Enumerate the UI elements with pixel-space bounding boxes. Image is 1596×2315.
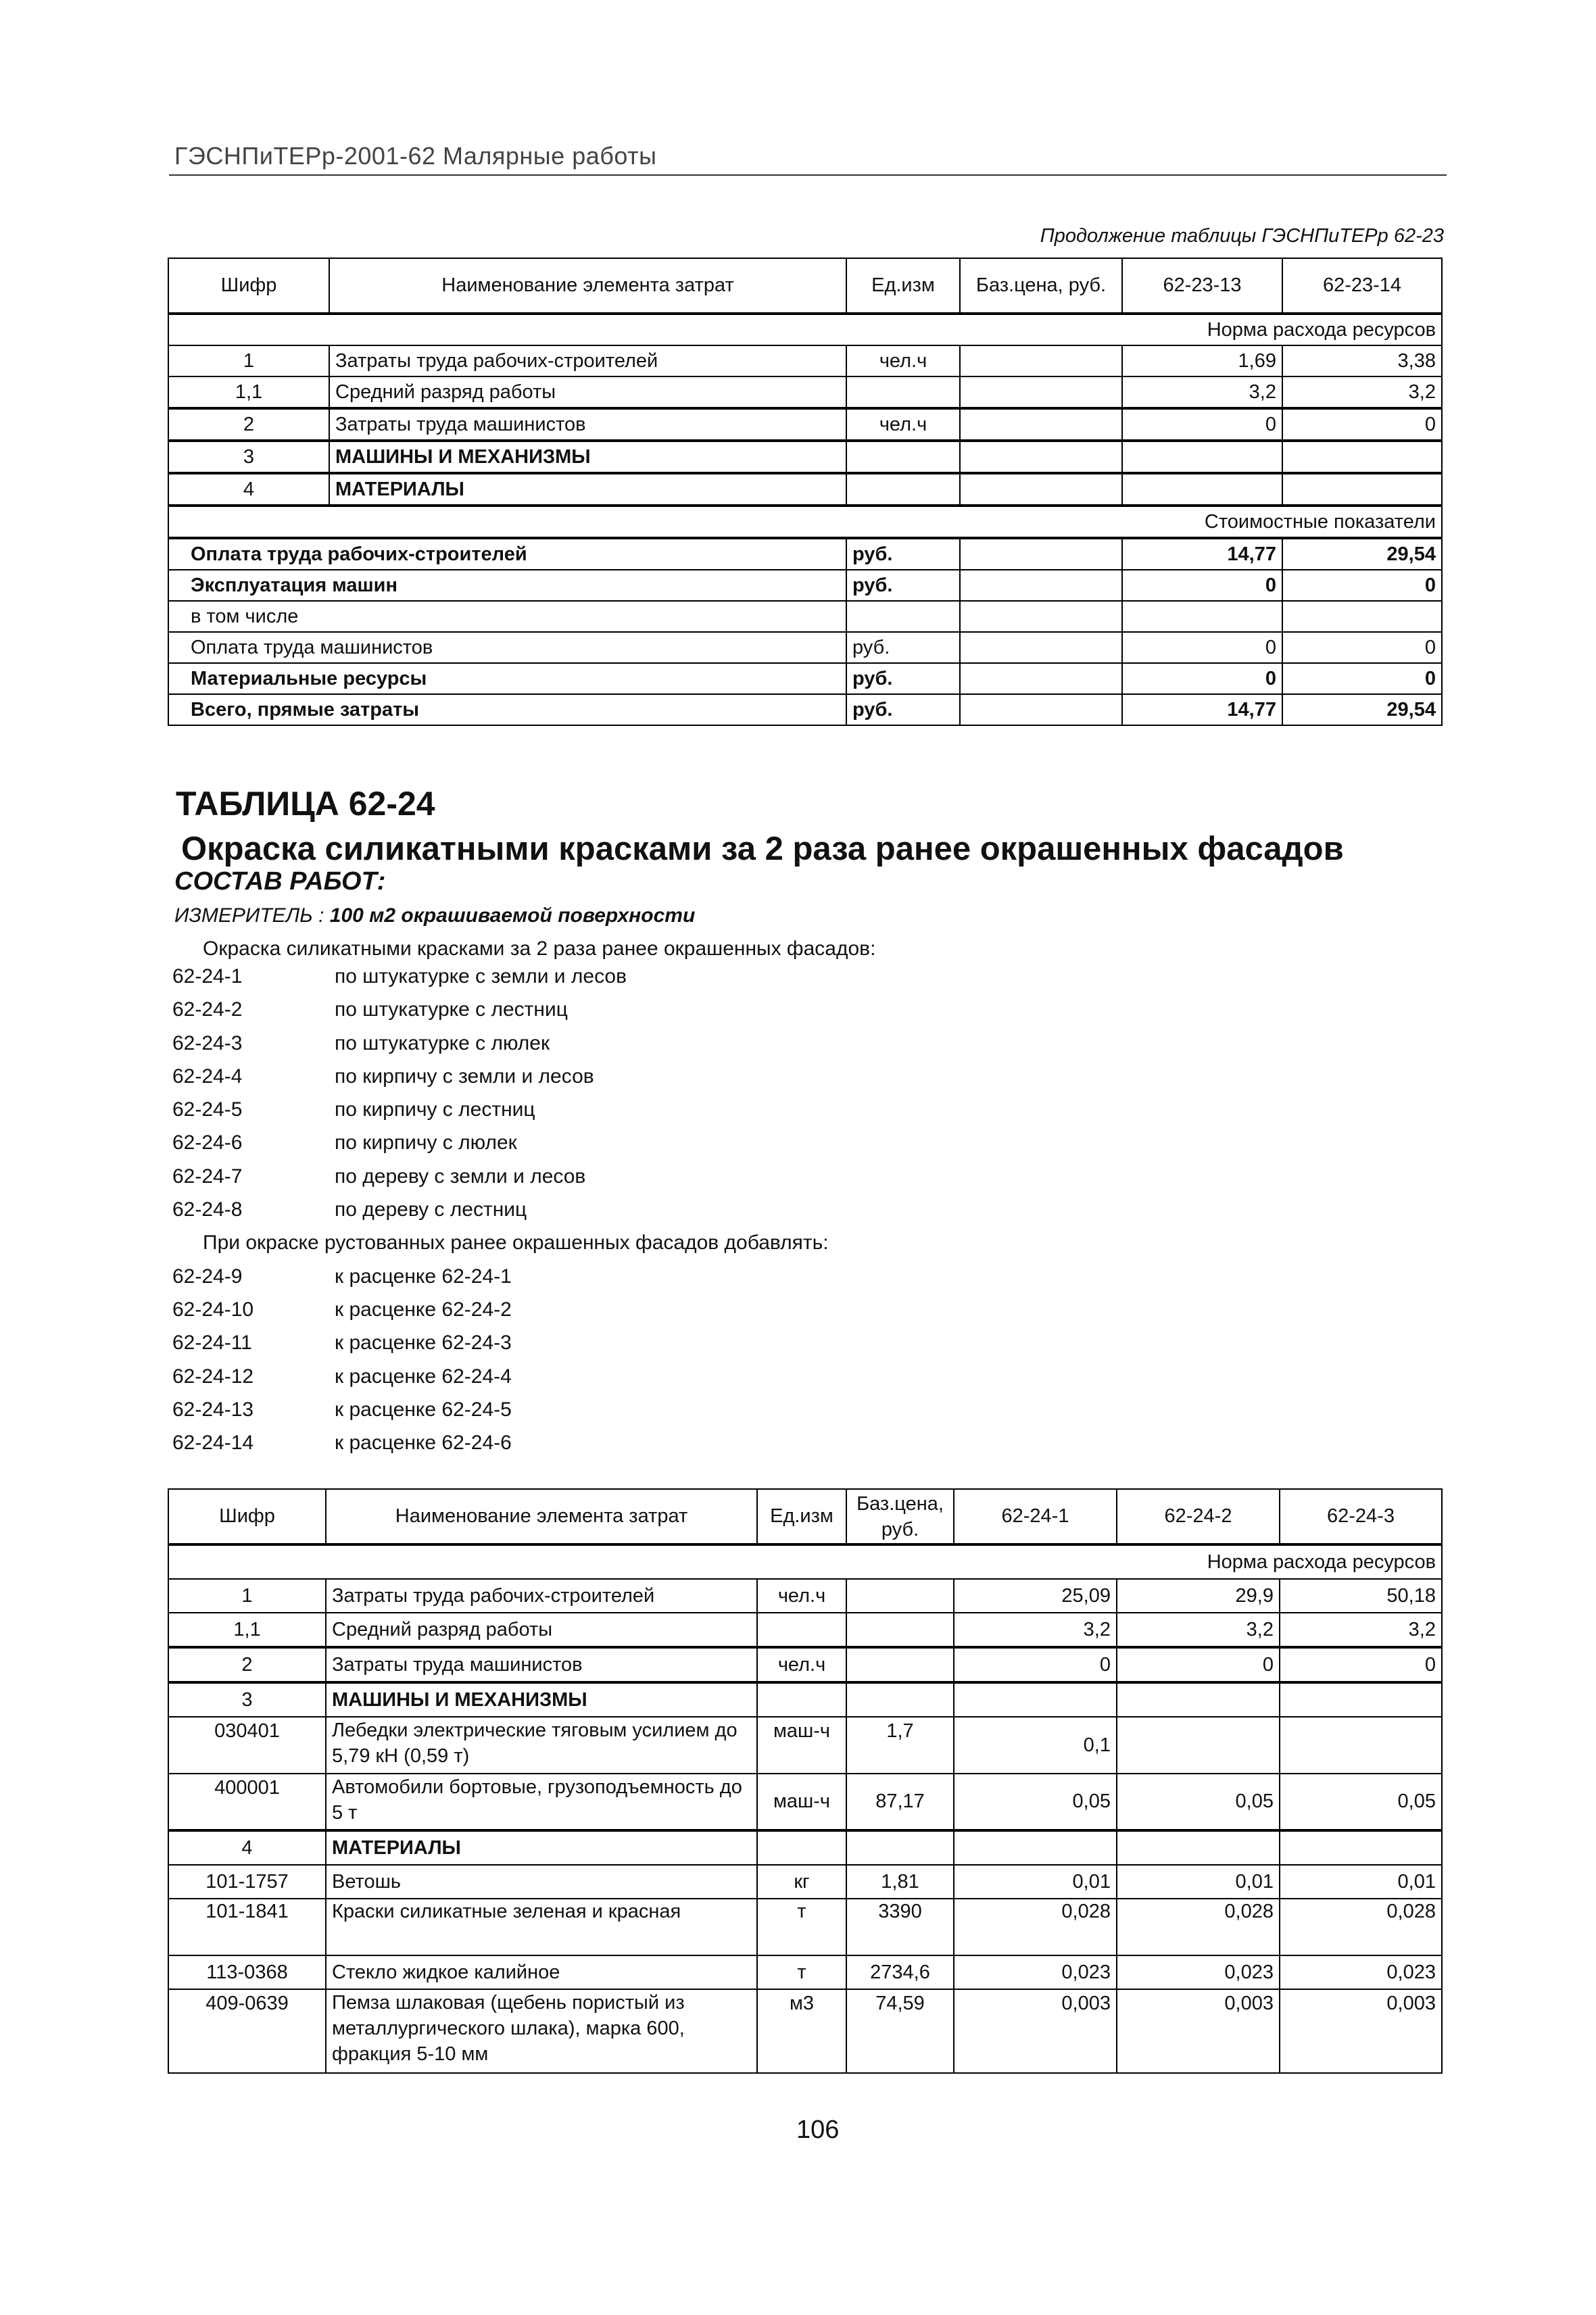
cell-price [960, 408, 1122, 441]
cell-name: Стекло жидкое калийное [326, 1955, 757, 1989]
col-header: Ед.изм [757, 1489, 846, 1544]
table-row [168, 1717, 1442, 1774]
item-code: 62-24-12 [172, 1365, 254, 1388]
cell-value [1280, 1830, 1442, 1865]
cell-value: 0 [1282, 632, 1442, 663]
cell-code: 101-1757 [168, 1865, 326, 1899]
cell-name: Затраты труда рабочих-строителей [329, 345, 846, 376]
cell-value: 29,54 [1282, 694, 1442, 725]
cell-price [846, 1613, 954, 1647]
norm-label-row [168, 1544, 1442, 1579]
cell-code: 3 [168, 441, 329, 473]
item-text: к расценке 62-24-4 [335, 1365, 512, 1388]
col-header: Шифр [168, 1489, 326, 1544]
table-row [168, 1774, 1442, 1830]
cell-value [1117, 1717, 1280, 1774]
item-code: 62-24-5 [172, 1098, 243, 1121]
cell-price: 2734,6 [846, 1955, 954, 1989]
cell-code: 2 [168, 1647, 326, 1682]
cell-value: 0,05 [1117, 1774, 1280, 1830]
col-header: 62-24-2 [1117, 1489, 1280, 1544]
list-item [172, 998, 829, 1031]
cell-unit: маш-ч [757, 1717, 846, 1774]
table-row [168, 1579, 1442, 1613]
list-item [172, 1098, 829, 1131]
cost-label: Стоимостные показатели [168, 506, 1442, 538]
cell-unit [757, 1682, 846, 1717]
table-header-row [168, 1489, 1442, 1544]
cell-name: Оплата труда машинистов [168, 632, 846, 663]
cell-value: 0 [1117, 1647, 1280, 1682]
table-row [168, 408, 1442, 441]
cell-name: Средний разряд работы [329, 376, 846, 408]
cell-value: 0 [1122, 632, 1282, 663]
item-text: по штукатурке с люлек [335, 1031, 550, 1054]
running-title: ГЭСНПиТЕРр-2001-62 Малярные работы [174, 142, 657, 170]
cell-code: 1 [168, 345, 329, 376]
table-row [168, 1955, 1442, 1989]
cell-code: 2 [168, 408, 329, 441]
cell-value: 0 [1282, 663, 1442, 694]
table-row [168, 441, 1442, 473]
cell-code: 030401 [168, 1717, 326, 1774]
col-header: 62-23-14 [1282, 258, 1442, 314]
cell-value: 25,09 [954, 1579, 1117, 1613]
cell-name: МАШИНЫ И МЕХАНИЗМЫ [326, 1682, 757, 1717]
cell-value [1122, 441, 1282, 473]
item-text: к расценке 62-24-5 [335, 1398, 512, 1421]
cell-value: 0 [1282, 408, 1442, 441]
cell-value: 0 [1122, 570, 1282, 601]
cell-value [1122, 473, 1282, 506]
cell-price [960, 441, 1122, 473]
cell-value: 0,01 [1117, 1865, 1280, 1899]
cell-name: Материальные ресурсы [168, 663, 846, 694]
table-row [168, 473, 1442, 506]
cell-name: Всего, прямые затраты [168, 694, 846, 725]
cell-unit: руб. [846, 663, 960, 694]
cell-price [960, 376, 1122, 408]
work-composition-heading: СОСТАВ РАБОТ: [174, 867, 386, 896]
col-header: 62-24-3 [1280, 1489, 1442, 1544]
cell-price [846, 1647, 954, 1682]
cell-value: 0,028 [1280, 1899, 1442, 1955]
list-item [172, 1265, 829, 1298]
cell-value: 0,003 [1117, 1989, 1280, 2073]
cell-name: Пемза шлаковая (щебень пористый из металлургического шлака), марка 600, фракция 5-10 мм [326, 1989, 757, 2073]
cell-name: Оплата труда рабочих-строителей [168, 538, 846, 570]
cell-unit: чел.ч [757, 1579, 846, 1613]
addendum-note: При окраске рустованных ранее окрашенных фасадов добавлять: [203, 1232, 829, 1254]
table-row [168, 1613, 1442, 1647]
item-code: 62-24-10 [172, 1298, 254, 1321]
col-header: 62-24-1 [954, 1489, 1117, 1544]
col-header: Баз.цена, руб. [960, 258, 1122, 314]
cell-value: 0,01 [954, 1865, 1117, 1899]
cell-value: 0,023 [954, 1955, 1117, 1989]
cell-unit: т [757, 1955, 846, 1989]
item-text: к расценке 62-24-2 [335, 1298, 512, 1321]
item-text: к расценке 62-24-1 [335, 1265, 512, 1288]
cell-unit: чел.ч [757, 1647, 846, 1682]
item-code: 62-24-4 [172, 1065, 243, 1088]
cell-name: Краски силикатные зеленая и красная [326, 1899, 757, 1955]
cell-price [846, 1579, 954, 1613]
table-row [168, 376, 1442, 408]
cell-value: 0,003 [1280, 1989, 1442, 2073]
cell-name: МАШИНЫ И МЕХАНИЗМЫ [329, 441, 846, 473]
cell-name: Автомобили бортовые, грузоподъемность до 5 т [326, 1774, 757, 1830]
cell-value: 0,01 [1280, 1865, 1442, 1899]
col-header: Наименование элемента затрат [329, 258, 846, 314]
list-item [172, 1131, 829, 1165]
work-description: Окраска силикатными красками за 2 раза ранее окрашенных фасадов: [203, 937, 876, 960]
cell-code: 1,1 [168, 1613, 326, 1647]
cell-code: 1 [168, 1579, 326, 1613]
cell-unit: м3 [757, 1989, 846, 2073]
table-row [168, 1865, 1442, 1899]
list-item [172, 1398, 829, 1432]
cell-unit: чел.ч [846, 345, 960, 376]
cell-unit [846, 441, 960, 473]
cell-value: 29,54 [1282, 538, 1442, 570]
cell-value [1280, 1682, 1442, 1717]
item-code: 62-24-14 [172, 1432, 254, 1455]
table-header-row [168, 258, 1442, 314]
list-item [172, 1065, 829, 1098]
cell-value: 3,2 [1117, 1613, 1280, 1647]
list-item [172, 1032, 829, 1065]
table-62-23-continued [168, 258, 1443, 726]
item-text: по кирпичу с лестниц [335, 1098, 535, 1121]
cell-value: 3,2 [1122, 376, 1282, 408]
cell-price: 74,59 [846, 1989, 954, 2073]
cell-name: в том числе [168, 601, 846, 632]
cell-name: Затраты труда машинистов [326, 1647, 757, 1682]
measurement-unit [174, 904, 695, 927]
cell-value: 3,2 [954, 1613, 1117, 1647]
col-header: 62-23-13 [1122, 258, 1282, 314]
cell-unit: руб. [846, 538, 960, 570]
item-text: по дереву с лестниц [335, 1198, 527, 1221]
cell-price [846, 1830, 954, 1865]
list-item [172, 1432, 829, 1465]
cell-value: 0,028 [1117, 1899, 1280, 1955]
cell-value: 14,77 [1122, 694, 1282, 725]
cell-value: 1,69 [1122, 345, 1282, 376]
cost-row [168, 632, 1442, 663]
col-header: Ед.изм [846, 258, 960, 314]
cell-value [954, 1682, 1117, 1717]
table-subtitle: Окраска силикатными красками за 2 раза ранее окрашенных фасадов [181, 831, 1344, 867]
table-62-24 [168, 1488, 1443, 2074]
cost-row [168, 538, 1442, 570]
cell-value: 0,05 [1280, 1774, 1442, 1830]
list-item [172, 1332, 829, 1365]
cell-value: 0,028 [954, 1899, 1117, 1955]
list-item [172, 1198, 829, 1232]
list-item [172, 1165, 829, 1198]
cell-unit: т [757, 1899, 846, 1955]
col-header: Наименование элемента затрат [326, 1489, 757, 1544]
cell-name: Затраты труда машинистов [329, 408, 846, 441]
cell-name: МАТЕРИАЛЫ [326, 1830, 757, 1865]
cell-value: 0,003 [954, 1989, 1117, 2073]
cost-row [168, 570, 1442, 601]
norm-label: Норма расхода ресурсов [168, 1544, 1442, 1579]
cell-unit: руб. [846, 632, 960, 663]
cell-value: 0 [1122, 663, 1282, 694]
cost-row [168, 601, 1442, 632]
table-row [168, 1682, 1442, 1717]
cell-name: МАТЕРИАЛЫ [329, 473, 846, 506]
cell-value [1282, 473, 1442, 506]
cell-name: Затраты труда рабочих-строителей [326, 1579, 757, 1613]
cell-value: 0 [1122, 408, 1282, 441]
cell-value: 0,023 [1117, 1955, 1280, 1989]
col-header: Баз.цена, руб. [846, 1489, 954, 1544]
norm-label: Норма расхода ресурсов [168, 314, 1442, 345]
cell-code: 400001 [168, 1774, 326, 1830]
cell-price: 1,81 [846, 1865, 954, 1899]
cell-code: 1,1 [168, 376, 329, 408]
cell-name: Эксплуатация машин [168, 570, 846, 601]
cell-value [1282, 601, 1442, 632]
cell-price [960, 345, 1122, 376]
cell-price: 3390 [846, 1899, 954, 1955]
item-code: 62-24-13 [172, 1398, 254, 1421]
cell-price: 1,7 [846, 1717, 954, 1774]
item-text: по кирпичу с люлек [335, 1131, 517, 1154]
cell-code: 101-1841 [168, 1899, 326, 1955]
cell-value [1117, 1682, 1280, 1717]
cell-unit [757, 1613, 846, 1647]
table-row [168, 1647, 1442, 1682]
item-text: по штукатурке с лестниц [335, 998, 568, 1021]
cell-unit [757, 1830, 846, 1865]
table-row [168, 345, 1442, 376]
cell-price: 87,17 [846, 1774, 954, 1830]
item-code: 62-24-8 [172, 1198, 243, 1221]
cell-price [960, 473, 1122, 506]
item-code: 62-24-2 [172, 998, 243, 1021]
table-row [168, 1899, 1442, 1955]
cell-code: 4 [168, 1830, 326, 1865]
cost-row [168, 663, 1442, 694]
col-header: Шифр [168, 258, 329, 314]
cost-label-row [168, 506, 1442, 538]
item-code: 62-24-6 [172, 1131, 243, 1154]
item-text: к расценке 62-24-6 [335, 1432, 512, 1455]
item-text: по штукатурке с земли и лесов [335, 965, 627, 988]
cell-code: 113-0368 [168, 1955, 326, 1989]
cell-name: Ветошь [326, 1865, 757, 1899]
item-code: 62-24-1 [172, 965, 243, 988]
item-text: по кирпичу с земли и лесов [335, 1065, 594, 1088]
cell-value [1280, 1717, 1442, 1774]
table-row [168, 1989, 1442, 2073]
work-items-list [172, 965, 829, 1465]
table-title: ТАБЛИЦА 62-24 [176, 785, 435, 823]
cell-value: 29,9 [1117, 1579, 1280, 1613]
cell-unit: руб. [846, 694, 960, 725]
cell-value: 3,2 [1282, 376, 1442, 408]
cell-value: 3,2 [1280, 1613, 1442, 1647]
cell-value: 0,05 [954, 1774, 1117, 1830]
item-code: 62-24-11 [172, 1332, 252, 1355]
cell-code: 3 [168, 1682, 326, 1717]
cell-value: 0,023 [1280, 1955, 1442, 1989]
cell-value: 0 [1280, 1647, 1442, 1682]
cell-price [846, 1682, 954, 1717]
list-item [172, 1298, 829, 1332]
measurement-label: ИЗМЕРИТЕЛЬ : [174, 904, 324, 927]
cell-value [1282, 441, 1442, 473]
cell-unit [846, 601, 960, 632]
cell-value: 0 [1282, 570, 1442, 601]
item-text: по дереву с земли и лесов [335, 1165, 586, 1188]
list-item [172, 965, 829, 998]
cell-unit: кг [757, 1865, 846, 1899]
cell-name: Средний разряд работы [326, 1613, 757, 1647]
cell-value [1122, 601, 1282, 632]
cell-value: 14,77 [1122, 538, 1282, 570]
table-row [168, 1830, 1442, 1865]
cell-value: 0,1 [954, 1717, 1117, 1774]
cell-name: Лебедки электрические тяговым усилием до 5,79 кН (0,59 т) [326, 1717, 757, 1774]
cell-unit [846, 473, 960, 506]
cell-value: 50,18 [1280, 1579, 1442, 1613]
page-number: 106 [796, 2116, 840, 2144]
cell-unit [846, 376, 960, 408]
list-item [172, 1365, 829, 1398]
cell-code: 4 [168, 473, 329, 506]
cell-value [1117, 1830, 1280, 1865]
cell-unit: руб. [846, 570, 960, 601]
cost-row [168, 694, 1442, 725]
item-code: 62-24-3 [172, 1031, 243, 1054]
measurement-value: 100 м2 окрашиваемой поверхности [329, 904, 696, 927]
cell-value: 3,38 [1282, 345, 1442, 376]
item-code: 62-24-9 [172, 1265, 243, 1288]
cell-code: 409-0639 [168, 1989, 326, 2073]
table-continuation-note: Продолжение таблицы ГЭСНПиТЕРр 62-23 [1040, 225, 1444, 247]
item-code: 62-24-7 [172, 1165, 243, 1188]
norm-label-row [168, 314, 1442, 345]
cell-value: 0 [954, 1647, 1117, 1682]
cell-unit: маш-ч [757, 1774, 846, 1830]
cell-unit: чел.ч [846, 408, 960, 441]
header-divider [169, 174, 1447, 176]
cell-value [954, 1830, 1117, 1865]
item-text: к расценке 62-24-3 [335, 1332, 512, 1355]
